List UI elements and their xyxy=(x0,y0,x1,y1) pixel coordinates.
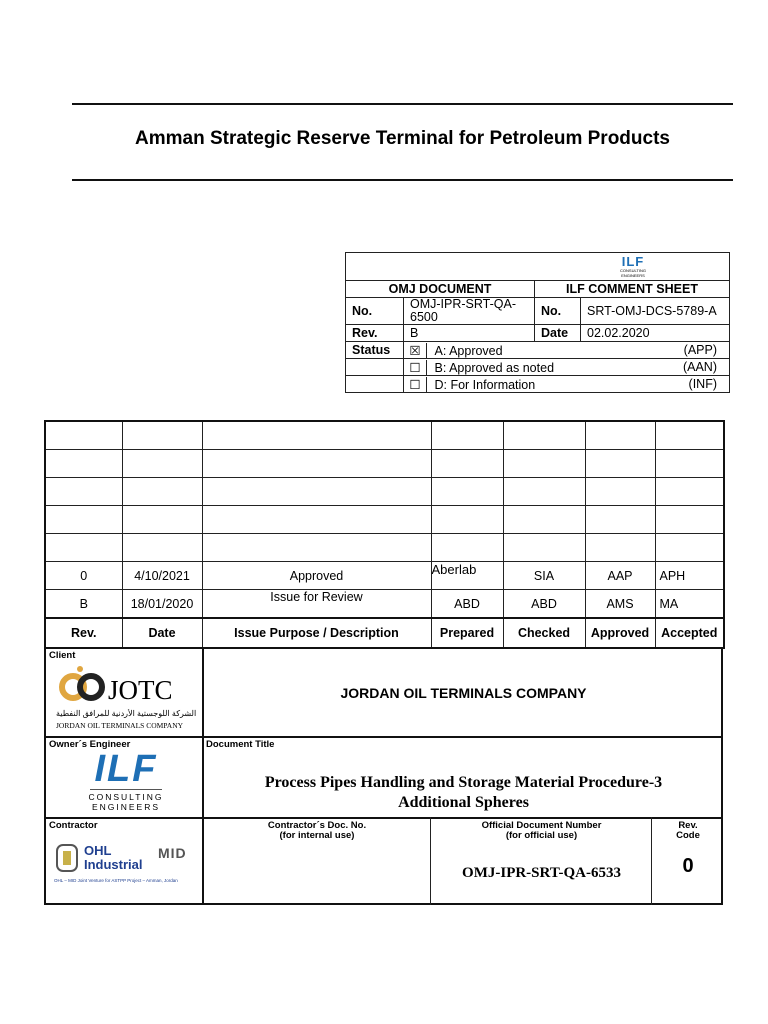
divider xyxy=(651,817,652,905)
status-row-1 xyxy=(404,359,730,376)
client-name: JORDAN OIL TERMINALS COMPANY xyxy=(340,685,587,701)
description-cell: Approved xyxy=(202,562,431,590)
contractor-label: Contractor xyxy=(49,820,98,831)
document-title-line: Process Pipes Handling and Storage Material Procedure-3 xyxy=(264,774,663,791)
jotc-logo xyxy=(56,663,196,733)
status-empty xyxy=(346,376,404,393)
official-doc-no-label xyxy=(432,821,651,841)
approved-cell: AAP xyxy=(585,562,655,590)
label-line: Official Document Number xyxy=(481,820,602,831)
rev-value: B xyxy=(404,325,535,342)
rev-label: Rev. xyxy=(346,325,404,342)
jotc-logo-arabic: الشركة اللوجستية الأردنية للمرافق النفطية xyxy=(56,709,196,718)
divider xyxy=(46,817,723,819)
table-row xyxy=(45,590,724,619)
ilf-logo-text: ILF xyxy=(94,748,158,790)
revision-table xyxy=(44,420,725,649)
date-cell: 18/01/2020 xyxy=(122,590,202,619)
omj-document-header: OMJ DOCUMENT xyxy=(346,281,535,298)
prepared-cell: ABD xyxy=(431,590,503,619)
table-row xyxy=(45,562,724,590)
status-text: D: For Information xyxy=(434,377,536,392)
status-checkbox-approved-as-noted[interactable]: ☐ xyxy=(404,360,427,375)
rev-cell: 0 xyxy=(45,562,122,590)
omj-no-label: No. xyxy=(346,298,404,325)
rev-cell: B xyxy=(45,590,122,619)
ohl-mark-icon xyxy=(54,843,80,873)
divider xyxy=(46,736,723,738)
ilf-comment-sheet-header: ILF COMMENT SHEET xyxy=(535,281,730,298)
status-checkbox-information[interactable]: ☐ xyxy=(404,377,427,392)
status-empty xyxy=(346,359,404,376)
owner-engineer-label: Owner´s Engineer xyxy=(49,739,131,750)
project-title: Amman Strategic Reserve Terminal for Petroleum Products xyxy=(135,128,670,149)
table-row xyxy=(45,421,724,450)
col-header-accepted: Accepted xyxy=(655,618,724,648)
contractor-logo-note: OHL – MID Joint Venture for ASTPP Project – Amman, Jordan xyxy=(54,878,178,883)
sheet-logo-cell xyxy=(346,253,730,281)
label-line: Rev. xyxy=(678,820,698,831)
status-row-0 xyxy=(404,342,730,359)
table-row xyxy=(45,450,724,478)
table-row xyxy=(45,506,724,534)
col-header-date: Date xyxy=(122,618,202,648)
document-title xyxy=(204,773,723,813)
top-rule xyxy=(72,103,733,105)
status-text: A: Approved xyxy=(434,343,503,358)
prepared-signature: Aberlab xyxy=(431,562,477,577)
ohl-logo-text: OHL xyxy=(84,843,112,858)
bottom-rule xyxy=(72,179,733,181)
jotc-logo-text: JOTC xyxy=(108,675,173,705)
table-row xyxy=(45,534,724,562)
mid-logo-text: MID xyxy=(158,845,187,861)
label-line: (for official use) xyxy=(505,830,578,841)
divider xyxy=(430,817,431,905)
title-block xyxy=(44,647,723,905)
status-row-2 xyxy=(404,376,730,393)
label-line: Contractor´s Doc. No. xyxy=(267,820,367,831)
accepted-cell: MA xyxy=(655,590,724,619)
table-row xyxy=(45,478,724,506)
date-cell: 4/10/2021 xyxy=(122,562,202,590)
col-header-description: Issue Purpose / Description xyxy=(202,618,431,648)
ohl-logo xyxy=(54,843,199,887)
status-text: B: Approved as noted xyxy=(434,360,555,375)
checked-cell: SIA xyxy=(503,562,585,590)
table-header-row xyxy=(45,618,724,648)
label-line: (for internal use) xyxy=(279,830,355,841)
ilf-logo-sub: ENGINEERS xyxy=(91,802,161,812)
ilf-logo-sub: CONSULTING xyxy=(88,792,164,802)
col-header-checked: Checked xyxy=(503,618,585,648)
ilf-logo-text: ILF xyxy=(621,253,645,269)
label-line: Code xyxy=(676,830,700,841)
ilf-logo-sub: CONSULTING ENGINEERS xyxy=(620,267,646,278)
ilf-logo xyxy=(86,748,166,815)
date-label: Date xyxy=(535,325,581,342)
date-value: 02.02.2020 xyxy=(581,325,730,342)
status-code: (INF) xyxy=(688,376,717,391)
client-label: Client xyxy=(49,650,76,661)
ohl-logo-text: Industrial xyxy=(84,857,143,872)
description-cell: Issue for Review xyxy=(202,590,431,619)
accepted-cell: APH xyxy=(655,562,724,590)
col-header-prepared: Prepared xyxy=(431,618,503,648)
ilf-no-value: SRT-OMJ-DCS-5789-A xyxy=(581,298,730,325)
col-header-approved: Approved xyxy=(585,618,655,648)
status-code: (AAN) xyxy=(682,359,717,374)
prepared-cell xyxy=(431,562,503,590)
status-checkbox-approved[interactable]: ☒ xyxy=(404,343,427,358)
rev-code-value: 0 xyxy=(682,855,694,877)
official-document-number: OMJ-IPR-SRT-QA-6533 xyxy=(462,865,621,881)
status-label: Status xyxy=(346,342,404,359)
document-title-line: Additional Spheres xyxy=(398,794,529,811)
ilf-comment-sheet xyxy=(345,252,730,393)
ilf-no-label: No. xyxy=(535,298,581,325)
checked-cell: ABD xyxy=(503,590,585,619)
jotc-logo-sub: JORDAN OIL TERMINALS COMPANY xyxy=(56,721,184,730)
approved-cell: AMS xyxy=(585,590,655,619)
col-header-rev: Rev. xyxy=(45,618,122,648)
status-code: (APP) xyxy=(683,342,717,357)
ilf-logo-small xyxy=(619,253,647,278)
document-title-label: Document Title xyxy=(206,739,275,750)
contractor-doc-no-label xyxy=(204,821,430,841)
omj-no-value: OMJ-IPR-SRT-QA-6500 xyxy=(404,298,535,325)
rev-code-label xyxy=(653,821,723,841)
